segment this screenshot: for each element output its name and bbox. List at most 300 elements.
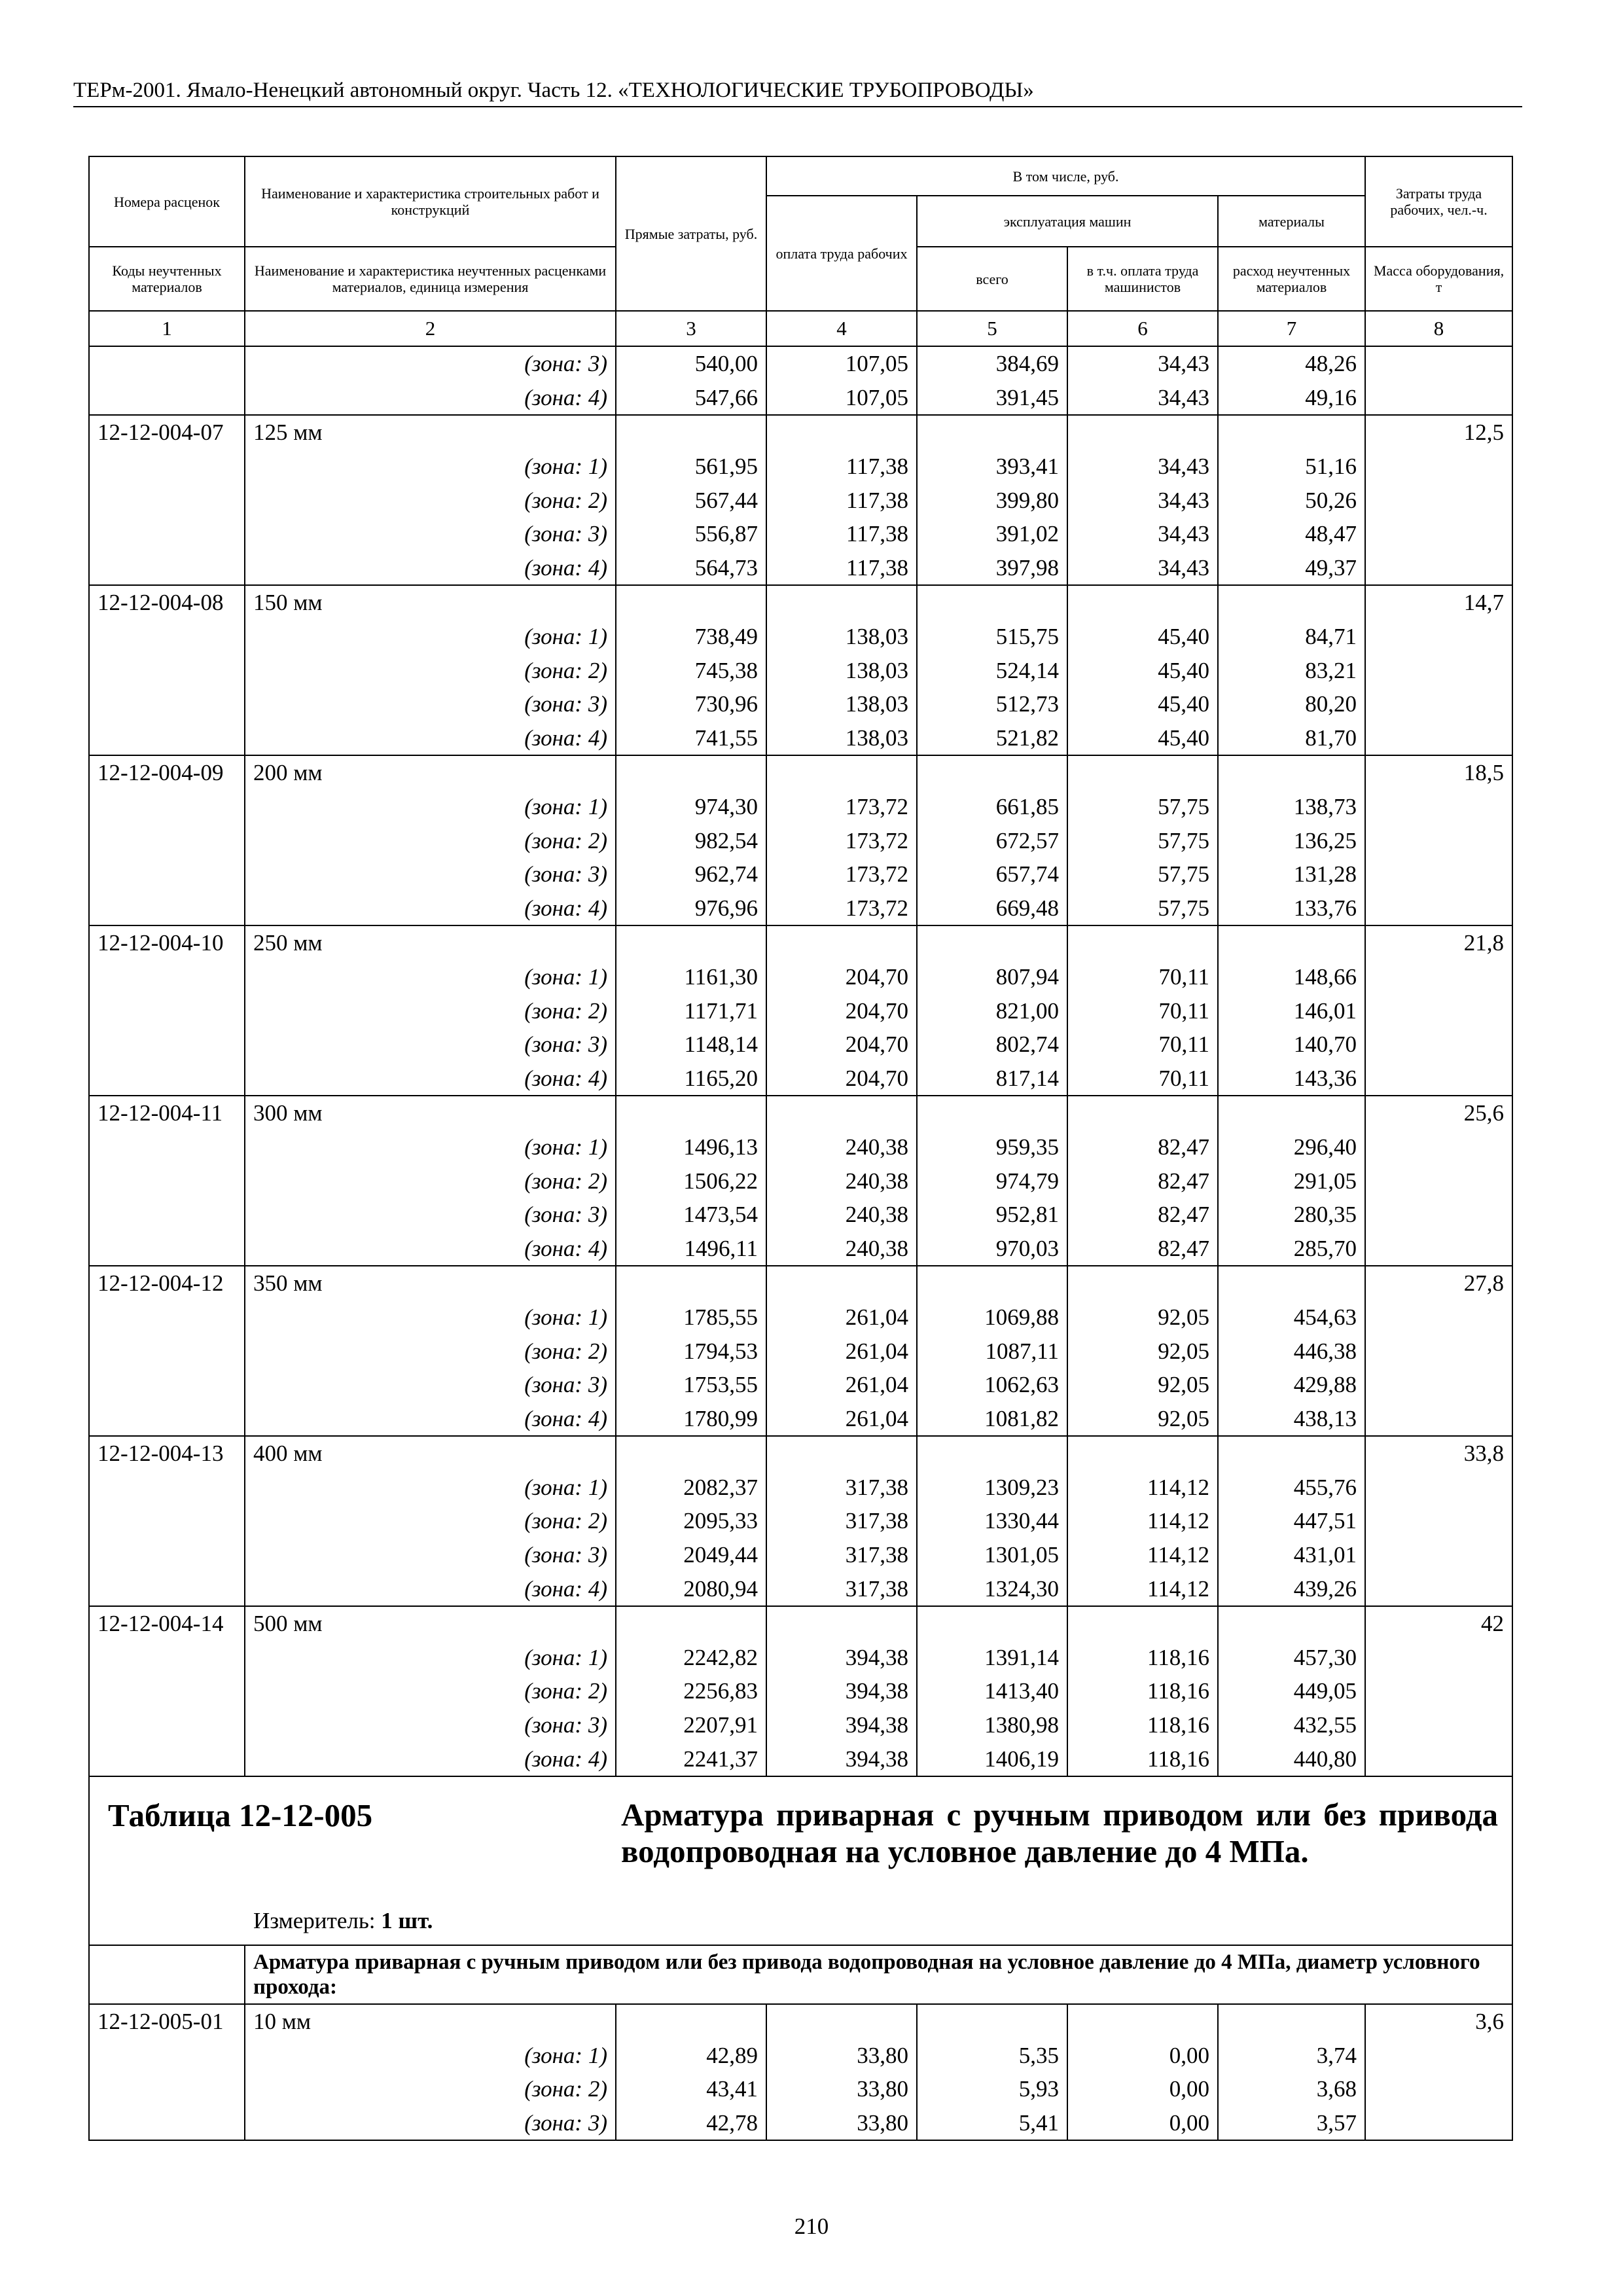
rate-row [89,415,1512,450]
wages-value: 107,05 [766,381,917,416]
materials-value: 50,26 [1218,483,1365,517]
zone-label: (зона: 2) [245,2072,616,2106]
direct-cost: 962,74 [616,857,766,891]
rate-row [89,1096,1512,1130]
wages-value: 394,38 [766,1742,917,1776]
rate-row [89,1436,1512,1471]
machine-ops-value: 1391,14 [917,1641,1067,1675]
materials-value: 148,66 [1218,960,1365,994]
zone-label: (зона: 1) [245,1300,616,1335]
col-number: 8 [1365,311,1512,346]
rate-row [89,585,1512,620]
empty-cell [1365,891,1512,926]
zone-label: (зона: 3) [245,1708,616,1742]
empty-cell [1067,585,1218,620]
materials-value: 429,88 [1218,1368,1365,1402]
empty-cell [1365,1300,1512,1335]
zone-row [89,823,1512,857]
empty-cell [89,891,245,926]
empty-cell [616,1436,766,1471]
table-title-row [89,1776,1512,1945]
empty-cell [1218,415,1365,450]
empty-cell [616,1266,766,1300]
empty-cell [1365,346,1512,381]
wages-value: 117,38 [766,517,917,551]
empty-cell [1365,620,1512,654]
zone-row [89,1061,1512,1096]
empty-cell [1365,1641,1512,1675]
empty-cell [1365,790,1512,824]
zone-row [89,994,1512,1028]
zone-label: (зона: 3) [245,687,616,721]
zone-label: (зона: 2) [245,483,616,517]
empty-cell [917,1436,1067,1471]
page-number: 210 [794,2214,829,2239]
zone-label: (зона: 2) [245,653,616,687]
empty-cell [766,585,917,620]
materials-value: 457,30 [1218,1641,1365,1675]
col-header-incl-rub: В том числе, руб. [766,156,1365,196]
wages-value: 117,38 [766,450,917,484]
zone-label: (зона: 4) [245,1061,616,1096]
machinist-wages-value: 70,11 [1067,1028,1218,1062]
zone-row [89,1164,1512,1198]
materials-value: 3,57 [1218,2106,1365,2141]
zone-row [89,517,1512,551]
rates-table [88,156,1513,2141]
direct-cost: 556,87 [616,517,766,551]
empty-cell [766,1096,917,1130]
wages-value: 33,80 [766,2106,917,2141]
zone-label: (зона: 2) [245,1504,616,1538]
materials-value: 3,74 [1218,2039,1365,2073]
zone-row [89,1538,1512,1572]
machinist-wages-value: 34,43 [1067,551,1218,586]
zone-row [89,1198,1512,1232]
empty-cell [1218,925,1365,960]
empty-cell [1365,1061,1512,1096]
zone-label: (зона: 2) [245,823,616,857]
machinist-wages-value: 57,75 [1067,790,1218,824]
table-title-cell [89,1776,1512,1945]
direct-cost: 561,95 [616,450,766,484]
machine-ops-value: 1330,44 [917,1504,1067,1538]
materials-value: 447,51 [1218,1504,1365,1538]
empty-cell [616,755,766,790]
machinist-wages-value: 45,40 [1067,721,1218,756]
empty-cell [1218,1606,1365,1641]
labor-value: 21,8 [1365,925,1512,960]
empty-cell [1218,755,1365,790]
zone-label: (зона: 1) [245,1471,616,1505]
empty-cell [89,790,245,824]
direct-cost: 2207,91 [616,1708,766,1742]
empty-cell [89,1538,245,1572]
materials-value: 432,55 [1218,1708,1365,1742]
zone-row [89,2106,1512,2141]
empty-cell [89,620,245,654]
direct-cost: 2256,83 [616,1674,766,1708]
machinist-wages-value: 82,47 [1067,1164,1218,1198]
col-header-machine-ops: эксплуатация машин [917,196,1218,247]
empty-cell [1365,551,1512,586]
empty-cell [1365,1504,1512,1538]
zone-row [89,1504,1512,1538]
empty-cell [1067,1436,1218,1471]
machinist-wages-value: 34,43 [1067,517,1218,551]
empty-cell [89,1334,245,1368]
machinist-wages-value: 0,00 [1067,2039,1218,2073]
empty-cell [89,1368,245,1402]
zone-label: (зона: 4) [245,721,616,756]
empty-cell [766,2004,917,2039]
rate-code: 12-12-004-14 [89,1606,245,1641]
empty-cell [1067,1606,1218,1641]
empty-cell [89,450,245,484]
empty-cell [1365,1028,1512,1062]
zone-label: (зона: 1) [245,620,616,654]
col-header-code: Номера расценок [89,156,245,247]
materials-value: 454,63 [1218,1300,1365,1335]
machine-ops-value: 974,79 [917,1164,1067,1198]
machinist-wages-value: 70,11 [1067,960,1218,994]
machinist-wages-value: 34,43 [1067,483,1218,517]
direct-cost: 564,73 [616,551,766,586]
zone-row [89,687,1512,721]
direct-cost: 567,44 [616,483,766,517]
empty-cell [1365,2106,1512,2141]
materials-value: 3,68 [1218,2072,1365,2106]
labor-value: 42 [1365,1606,1512,1641]
rates-table-body [89,156,1512,2140]
zone-label: (зона: 4) [245,1401,616,1436]
zone-row [89,1401,1512,1436]
col-header-name: Наименование и характеристика строительных работ и конструкций [245,156,616,247]
zone-row [89,1471,1512,1505]
empty-cell [89,1674,245,1708]
empty-cell [1365,653,1512,687]
wages-value: 394,38 [766,1674,917,1708]
col-header-direct: Прямые затраты, руб. [616,156,766,311]
machine-ops-value: 1087,11 [917,1334,1067,1368]
wages-value: 240,38 [766,1231,917,1266]
empty-cell [1365,1538,1512,1572]
materials-value: 49,16 [1218,381,1365,416]
zone-row [89,483,1512,517]
col-header-machinist-wages: в т.ч. оплата труда машинистов [1067,247,1218,311]
rate-row [89,925,1512,960]
zone-label: (зона: 4) [245,1742,616,1776]
zone-label: (зона: 1) [245,1641,616,1675]
machine-ops-value: 1380,98 [917,1708,1067,1742]
empty-cell [1365,1471,1512,1505]
wages-value: 173,72 [766,823,917,857]
rate-row [89,1606,1512,1641]
labor-value: 3,6 [1365,2004,1512,2039]
direct-cost: 976,96 [616,891,766,926]
empty-cell [1365,960,1512,994]
empty-cell [89,1571,245,1606]
direct-cost: 1506,22 [616,1164,766,1198]
machinist-wages-value: 92,05 [1067,1368,1218,1402]
machinist-wages-value: 118,16 [1067,1742,1218,1776]
empty-cell [1365,1164,1512,1198]
wages-value: 317,38 [766,1538,917,1572]
empty-cell [917,925,1067,960]
labor-value: 18,5 [1365,755,1512,790]
wages-value: 173,72 [766,891,917,926]
wages-value: 317,38 [766,1471,917,1505]
direct-cost: 1148,14 [616,1028,766,1062]
zone-label: (зона: 2) [245,994,616,1028]
zone-label: (зона: 2) [245,1334,616,1368]
materials-value: 280,35 [1218,1198,1365,1232]
empty-cell [1365,1368,1512,1402]
zone-label: (зона: 3) [245,1538,616,1572]
empty-cell [1365,517,1512,551]
machine-ops-value: 952,81 [917,1198,1067,1232]
machine-ops-value: 1413,40 [917,1674,1067,1708]
empty-cell [1365,994,1512,1028]
machinist-wages-value: 57,75 [1067,823,1218,857]
machinist-wages-value: 82,47 [1067,1198,1218,1232]
zone-label: (зона: 2) [245,1674,616,1708]
wages-value: 173,72 [766,857,917,891]
machine-ops-value: 1324,30 [917,1571,1067,1606]
materials-value: 446,38 [1218,1334,1365,1368]
materials-value: 438,13 [1218,1401,1365,1436]
empty-cell [89,721,245,756]
wages-value: 33,80 [766,2072,917,2106]
zone-row [89,653,1512,687]
rate-title: 300 мм [245,1096,616,1130]
direct-cost: 745,38 [616,653,766,687]
machine-ops-value: 821,00 [917,994,1067,1028]
direct-cost: 974,30 [616,790,766,824]
zone-row [89,1708,1512,1742]
empty-cell [616,1606,766,1641]
materials-value: 48,26 [1218,346,1365,381]
machine-ops-value: 657,74 [917,857,1067,891]
zone-row [89,1641,1512,1675]
zone-row [89,551,1512,586]
empty-cell [89,2072,245,2106]
machine-ops-value: 669,48 [917,891,1067,926]
rate-code: 12-12-004-12 [89,1266,245,1300]
empty-cell [89,1231,245,1266]
wages-value: 138,03 [766,620,917,654]
machine-ops-value: 672,57 [917,823,1067,857]
machine-ops-value: 1081,82 [917,1401,1067,1436]
zone-label: (зона: 3) [245,2106,616,2141]
materials-value: 83,21 [1218,653,1365,687]
zone-label: (зона: 1) [245,1130,616,1164]
materials-value: 49,37 [1218,551,1365,586]
machinist-wages-value: 57,75 [1067,891,1218,926]
zone-row [89,1571,1512,1606]
machine-ops-value: 1309,23 [917,1471,1067,1505]
wages-value: 204,70 [766,994,917,1028]
machinist-wages-value: 92,05 [1067,1300,1218,1335]
zone-row [89,620,1512,654]
empty-cell [917,755,1067,790]
zone-row [89,891,1512,926]
empty-cell [766,925,917,960]
empty-cell [89,1641,245,1675]
machinist-wages-value: 114,12 [1067,1538,1218,1572]
empty-cell [89,551,245,586]
empty-cell [89,1401,245,1436]
zone-label: (зона: 4) [245,1231,616,1266]
empty-cell [616,585,766,620]
rate-code: 12-12-004-10 [89,925,245,960]
empty-cell [1365,2072,1512,2106]
wages-value: 261,04 [766,1334,917,1368]
machine-ops-value: 970,03 [917,1231,1067,1266]
col-header-mat-codes: Коды неучтенных материалов [89,247,245,311]
rate-code: 12-12-004-07 [89,415,245,450]
zone-row [89,721,1512,756]
materials-value: 131,28 [1218,857,1365,891]
materials-value: 285,70 [1218,1231,1365,1266]
col-number: 6 [1067,311,1218,346]
direct-cost: 1785,55 [616,1300,766,1335]
machinist-wages-value: 34,43 [1067,346,1218,381]
empty-cell [616,415,766,450]
table-label: Таблица 12-12-005 [108,1797,373,1833]
machine-ops-value: 1069,88 [917,1300,1067,1335]
col-header-labor: Затраты труда рабочих, чел.-ч. [1365,156,1512,247]
empty-cell [89,1164,245,1198]
rate-title: 150 мм [245,585,616,620]
materials-value: 48,47 [1218,517,1365,551]
empty-cell [89,653,245,687]
machinist-wages-value: 70,11 [1067,994,1218,1028]
empty-cell [89,1028,245,1062]
wages-value: 117,38 [766,551,917,586]
materials-value: 439,26 [1218,1571,1365,1606]
machinist-wages-value: 114,12 [1067,1571,1218,1606]
col-header-materials: материалы [1218,196,1365,247]
zone-label: (зона: 4) [245,381,616,416]
empty-cell [917,1096,1067,1130]
col-header-equip-mass: Масса оборудования, т [1365,247,1512,311]
materials-value: 143,36 [1218,1061,1365,1096]
empty-cell [917,415,1067,450]
empty-cell [917,1606,1067,1641]
empty-cell [917,585,1067,620]
empty-cell [766,1606,917,1641]
empty-cell [1067,415,1218,450]
zone-row [89,450,1512,484]
materials-value: 133,76 [1218,891,1365,926]
materials-value: 138,73 [1218,790,1365,824]
direct-cost: 2080,94 [616,1571,766,1606]
direct-cost: 43,41 [616,2072,766,2106]
machinist-wages-value: 118,16 [1067,1708,1218,1742]
empty-cell [1365,1674,1512,1708]
machine-ops-value: 802,74 [917,1028,1067,1062]
direct-cost: 2049,44 [616,1538,766,1572]
zone-label: (зона: 4) [245,1571,616,1606]
rate-row [89,2004,1512,2039]
machine-ops-value: 397,98 [917,551,1067,586]
materials-value: 455,76 [1218,1471,1365,1505]
machine-ops-value: 391,02 [917,517,1067,551]
labor-value: 27,8 [1365,1266,1512,1300]
direct-cost: 1161,30 [616,960,766,994]
empty-cell [1365,857,1512,891]
empty-cell [1067,755,1218,790]
col-number: 3 [616,311,766,346]
empty-cell [1365,1198,1512,1232]
empty-cell [1067,1266,1218,1300]
rate-title: 200 мм [245,755,616,790]
empty-cell [1365,1231,1512,1266]
zone-row [89,346,1512,381]
materials-value: 51,16 [1218,450,1365,484]
empty-cell [616,1096,766,1130]
machine-ops-value: 959,35 [917,1130,1067,1164]
machinist-wages-value: 0,00 [1067,2106,1218,2141]
labor-value: 33,8 [1365,1436,1512,1471]
zone-label: (зона: 3) [245,1028,616,1062]
empty-cell [1218,585,1365,620]
col-number: 2 [245,311,616,346]
wages-value: 394,38 [766,1641,917,1675]
empty-cell [89,381,245,416]
zone-row [89,1028,1512,1062]
empty-cell [89,1945,245,2004]
empty-cell [89,1471,245,1505]
wages-value: 240,38 [766,1198,917,1232]
zone-row [89,790,1512,824]
empty-cell [1218,1436,1365,1471]
direct-cost: 1473,54 [616,1198,766,1232]
materials-value: 431,01 [1218,1538,1365,1572]
empty-cell [766,1266,917,1300]
rate-code: 12-12-004-11 [89,1096,245,1130]
group-title-row [89,1945,1512,2004]
direct-cost: 1165,20 [616,1061,766,1096]
machine-ops-value: 5,93 [917,2072,1067,2106]
wages-value: 138,03 [766,653,917,687]
rate-title: 250 мм [245,925,616,960]
machinist-wages-value: 92,05 [1067,1334,1218,1368]
empty-cell [89,960,245,994]
zone-label: (зона: 4) [245,891,616,926]
col-header-mat-names: Наименование и характеристика неучтенных расценками материалов, единица измерения [245,247,616,311]
rate-code: 12-12-004-08 [89,585,245,620]
machinist-wages-value: 82,47 [1067,1130,1218,1164]
col-header-wages: оплата труда рабочих [766,196,917,311]
zone-row [89,1674,1512,1708]
machinist-wages-value: 45,40 [1067,687,1218,721]
machine-ops-value: 512,73 [917,687,1067,721]
wages-value: 317,38 [766,1504,917,1538]
empty-cell [1365,450,1512,484]
zone-row [89,1368,1512,1402]
materials-value: 440,80 [1218,1742,1365,1776]
rate-title: 500 мм [245,1606,616,1641]
measure-prefix: Измеритель: [253,1907,376,1933]
zone-label: (зона: 2) [245,1164,616,1198]
empty-cell [89,346,245,381]
empty-cell [89,1130,245,1164]
empty-cell [1365,1130,1512,1164]
materials-value: 449,05 [1218,1674,1365,1708]
empty-cell [89,483,245,517]
